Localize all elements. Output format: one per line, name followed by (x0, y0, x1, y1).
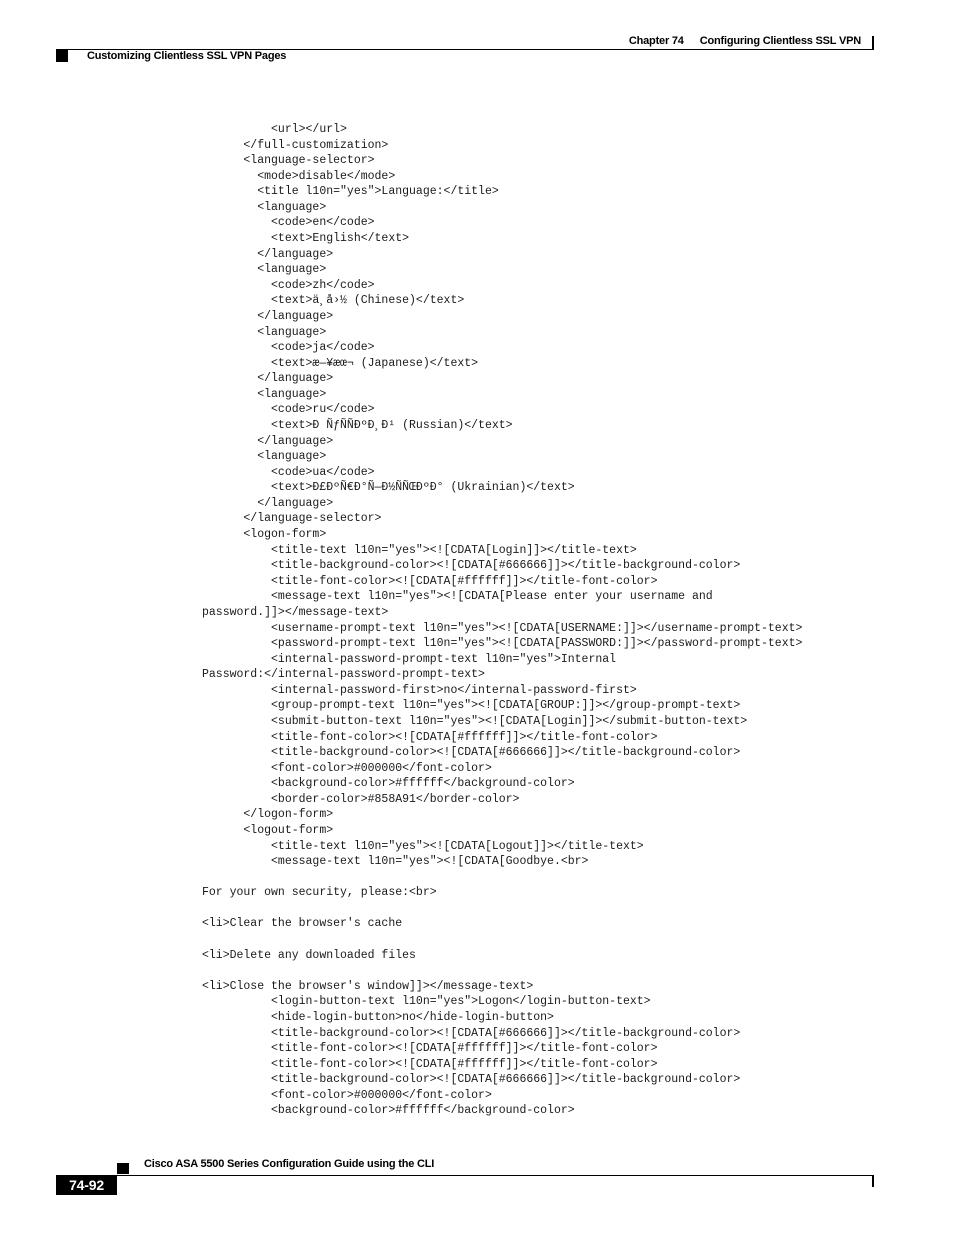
code-line: <background-color>#ffffff</background-color> (202, 777, 575, 791)
code-line: <language> (202, 325, 327, 339)
code-line: </language> (202, 247, 334, 261)
code-line: <message-text l10n="yes"><![CDATA[Please enter your username and (202, 590, 713, 604)
code-line (202, 963, 802, 979)
code-line: <url></url> (202, 123, 347, 136)
code-line: <code>zh</code> (202, 278, 375, 292)
footer-tick-mark (872, 1175, 874, 1187)
code-line: <language> (202, 387, 327, 401)
code-line: <title-background-color><![CDATA[#666666]]></title-background-color> (202, 1026, 741, 1040)
code-line: <logout-form> (202, 824, 334, 838)
code-line: </language> (202, 434, 334, 448)
code-line: <title-font-color><![CDATA[#ffffff]]></title-font-color> (202, 1042, 658, 1056)
code-line: <border-color>#858A91</border-color> (202, 792, 520, 806)
code-line: <code>ua</code> (202, 465, 375, 479)
code-line: <title-background-color><![CDATA[#666666]]></title-background-color> (202, 1073, 741, 1087)
code-line: </logon-form> (202, 808, 334, 822)
code-line: <li>Close the browser's window]]></message-text> (202, 979, 534, 993)
code-line: For your own security, please:<br> (202, 886, 437, 900)
code-line: <language> (202, 450, 327, 464)
code-line: <code>en</code> (202, 216, 375, 230)
code-line: <group-prompt-text l10n="yes"><![CDATA[GROUP:]]></group-prompt-text> (202, 699, 741, 713)
code-line: <mode>disable</mode> (202, 169, 396, 183)
header-square-marker (56, 50, 68, 62)
code-line: <hide-login-button>no</hide-login-button> (202, 1010, 554, 1024)
code-line: <title-background-color><![CDATA[#666666]]></title-background-color> (202, 746, 741, 760)
code-line: <language-selector> (202, 154, 375, 168)
code-line: <text>English</text> (202, 232, 410, 246)
code-line: <text>Ð ÑƒÑÑÐºÐ¸Ð¹ (Russian)</text> (202, 418, 513, 432)
chapter-number: Chapter 74 (628, 35, 684, 47)
code-line: <internal-password-first>no</internal-password-first> (202, 683, 637, 697)
section-title: Customizing Clientless SSL VPN Pages (87, 50, 287, 62)
code-line: <text>Ð£ÐºÑ€Ð°Ñ—Ð½ÑÑŒÐºÐ° (Ukrainian)</text> (202, 481, 575, 495)
code-line: password.]]></message-text> (202, 605, 389, 619)
code-line: <logon-form> (202, 528, 327, 542)
code-line: <title-background-color><![CDATA[#666666]]></title-background-color> (202, 559, 741, 573)
code-line: <message-text l10n="yes"><![CDATA[Goodbye.<br> (202, 855, 589, 869)
running-header-chapter (629, 35, 861, 47)
code-line: <code>ru</code> (202, 403, 375, 417)
code-line: <li>Clear the browser's cache (202, 917, 403, 931)
code-line: <internal-password-prompt-text l10n="yes">Internal (202, 652, 617, 666)
code-line: <submit-button-text l10n="yes"><![CDATA[Login]]></submit-button-text> (202, 714, 748, 728)
code-line: <title l10n="yes">Language:</title> (202, 185, 499, 199)
code-line: </language> (202, 309, 334, 323)
guide-title: Cisco ASA 5500 Series Configuration Guide using the CLI (144, 1158, 435, 1170)
code-line: <username-prompt-text l10n="yes"><![CDATA[USERNAME:]]></username-prompt-text> (202, 621, 803, 635)
chapter-title: Configuring Clientless SSL VPN (699, 35, 861, 47)
code-line: </language> (202, 372, 334, 386)
code-line: <font-color>#000000</font-color> (202, 1088, 492, 1102)
code-line: <title-font-color><![CDATA[#ffffff]]></title-font-color> (202, 574, 658, 588)
code-line: <title-font-color><![CDATA[#ffffff]]></title-font-color> (202, 730, 658, 744)
code-line: <li>Delete any downloaded files (202, 948, 416, 962)
footer-square-marker (117, 1163, 129, 1174)
code-line: <title-text l10n="yes"><![CDATA[Login]]></title-text> (202, 543, 637, 557)
code-line: </full-customization> (202, 138, 389, 152)
code-line: <text>æ—¥æœ¬ (Japanese)</text> (202, 356, 479, 370)
code-line: <code>ja</code> (202, 341, 375, 355)
code-line: <text>ä¸å›½ (Chinese)</text> (202, 294, 465, 308)
code-line: <background-color>#ffffff</background-color> (202, 1104, 575, 1118)
code-line: <language> (202, 263, 327, 277)
code-line (202, 870, 802, 886)
code-line: <title-font-color><![CDATA[#ffffff]]></title-font-color> (202, 1057, 658, 1071)
code-line (202, 932, 802, 948)
code-line: <password-prompt-text l10n="yes"><![CDATA[PASSWORD:]]></password-prompt-text> (202, 637, 803, 651)
header-tick-mark (872, 36, 874, 49)
code-line: Password:</internal-password-prompt-text> (202, 668, 485, 682)
code-line: <font-color>#000000</font-color> (202, 761, 492, 775)
code-line: </language> (202, 496, 334, 510)
page-number: 74-92 (56, 1175, 117, 1195)
code-block (202, 122, 802, 1119)
code-line: <language> (202, 200, 327, 214)
code-line: <login-button-text l10n="yes">Logon</login-button-text> (202, 995, 651, 1009)
footer-rule (117, 1175, 874, 1176)
code-line: <title-text l10n="yes"><![CDATA[Logout]]></title-text> (202, 839, 644, 853)
code-line: </language-selector> (202, 512, 382, 526)
code-line (202, 901, 802, 917)
